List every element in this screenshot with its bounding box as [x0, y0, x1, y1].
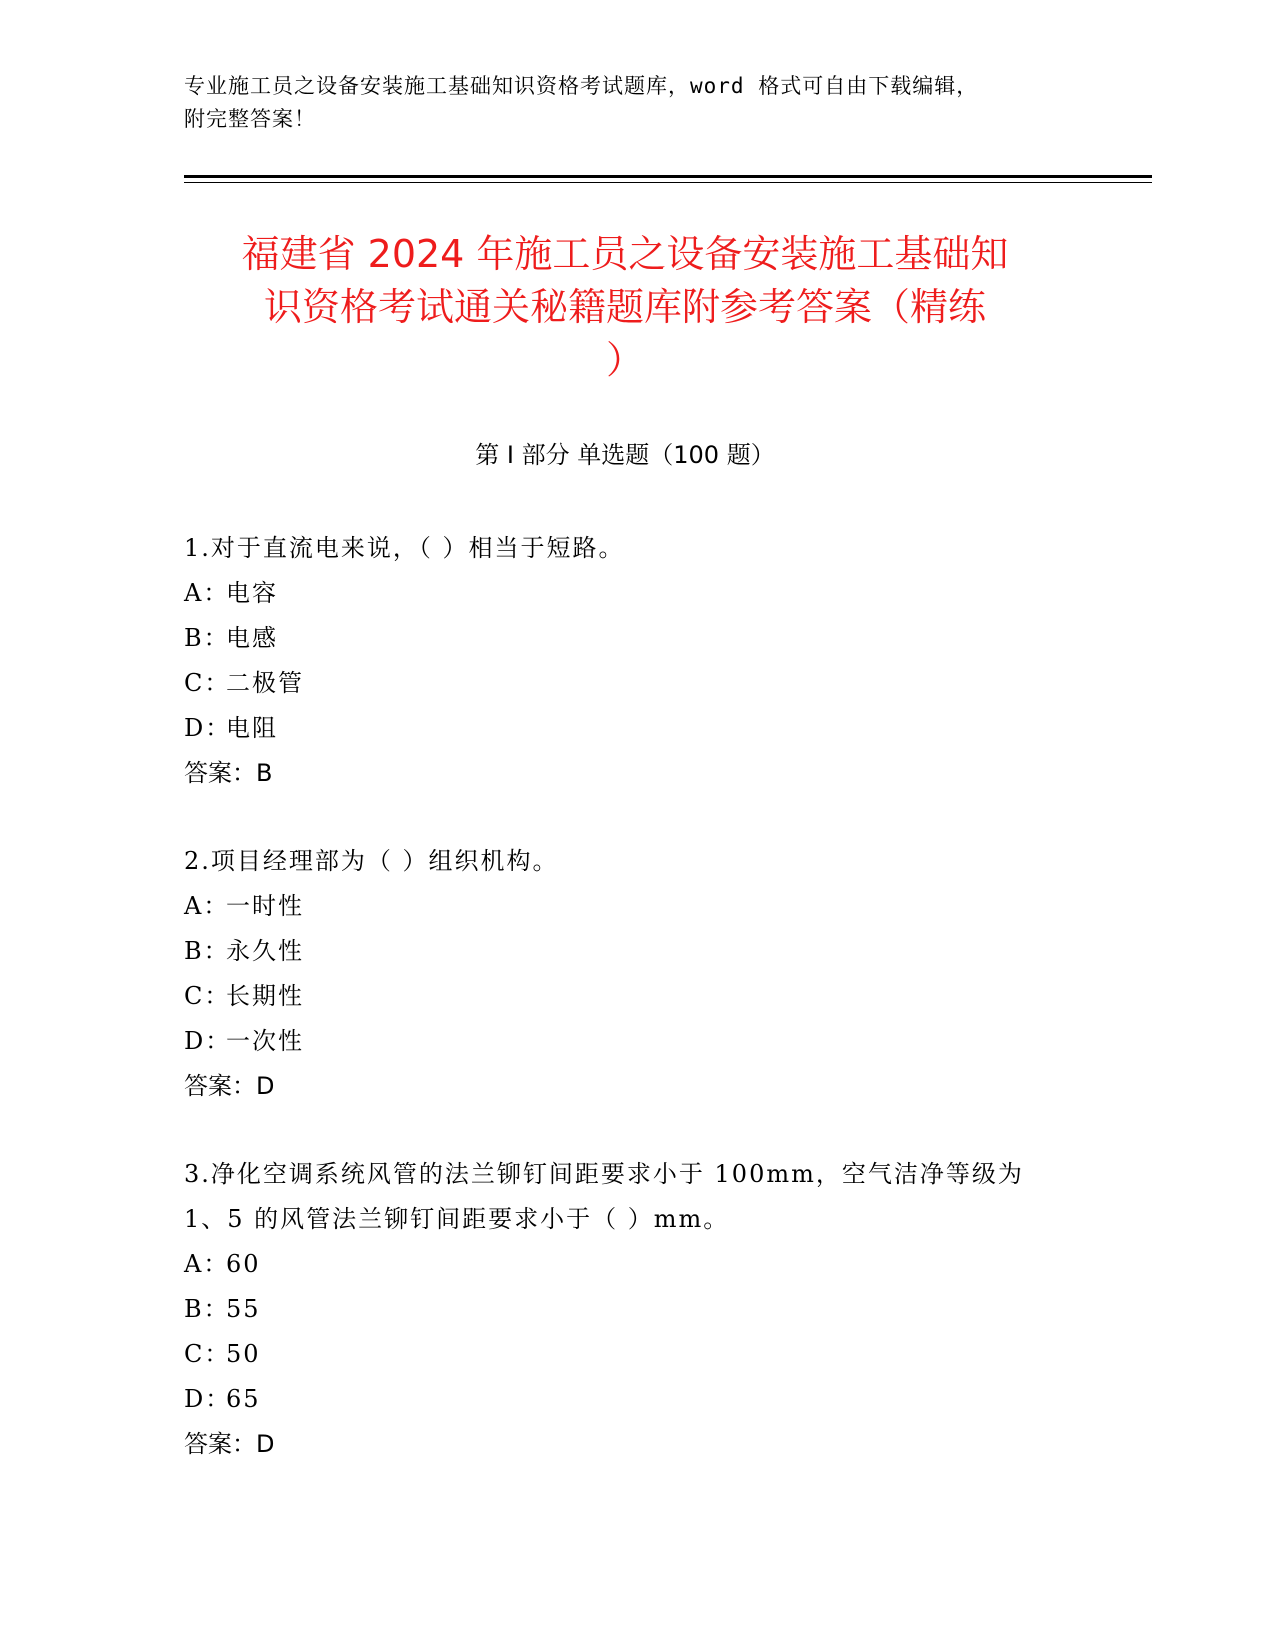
header-note-line-1: 专业施工员之设备安装施工基础知识资格考试题库，word 格式可自由下载编辑， — [184, 74, 979, 98]
option-text: 65 — [226, 1385, 261, 1413]
option-a — [184, 571, 1084, 616]
option-text: 电容 — [226, 579, 278, 607]
option-key: C： — [184, 669, 231, 697]
question-stem-line-2: 1、5 的风管法兰铆钉间距要求小于（ ）mm。 — [184, 1205, 730, 1233]
header-divider-thick — [184, 175, 1152, 178]
question-list — [184, 526, 1084, 1467]
document-title — [184, 228, 1066, 387]
header-note — [184, 70, 1074, 136]
option-key: A： — [184, 892, 230, 920]
option-key: D： — [184, 1027, 232, 1055]
option-text: 50 — [226, 1340, 261, 1368]
answer-line: 答案：D — [184, 1072, 275, 1100]
option-c — [184, 974, 1084, 1019]
question-2 — [184, 839, 1084, 1109]
option-text: 一时性 — [226, 892, 304, 920]
question-3 — [184, 1152, 1084, 1467]
document-title-line-3: ） — [605, 338, 644, 382]
question-stem: 1.对于直流电来说，（ ）相当于短路。 — [184, 534, 625, 562]
section-title: 第 I 部分 单选题（100 题） — [475, 441, 775, 469]
option-c — [184, 661, 1084, 706]
header-divider-thin — [184, 182, 1152, 183]
option-key: B： — [184, 1295, 230, 1323]
question-stem-line-1: 3.净化空调系统风管的法兰铆钉间距要求小于 100mm，空气洁净等级为 — [184, 1160, 1024, 1188]
option-text: 永久性 — [226, 937, 304, 965]
option-d — [184, 1377, 1084, 1422]
option-key: B： — [184, 937, 230, 965]
option-b — [184, 1287, 1084, 1332]
option-text: 电阻 — [226, 714, 278, 742]
question-spacer — [184, 796, 1084, 839]
answer-line: 答案：B — [184, 759, 273, 787]
option-a — [184, 884, 1084, 929]
option-key: A： — [184, 1250, 230, 1278]
option-text: 长期性 — [226, 982, 304, 1010]
option-key: C： — [184, 1340, 231, 1368]
option-a — [184, 1242, 1084, 1287]
option-text: 60 — [226, 1250, 261, 1278]
header-note-line-2: 附完整答案！ — [184, 107, 316, 131]
option-b — [184, 616, 1084, 661]
document-title-line-2: 识资格考试通关秘籍题库附参考答案（精练 — [263, 285, 986, 329]
option-text: 55 — [226, 1295, 261, 1323]
question-1 — [184, 526, 1084, 796]
option-text: 电感 — [226, 624, 278, 652]
question-stem: 2.项目经理部为（ ）组织机构。 — [184, 847, 559, 875]
option-text: 二极管 — [226, 669, 304, 697]
answer-line: 答案：D — [184, 1430, 275, 1458]
option-key: B： — [184, 624, 230, 652]
option-c — [184, 1332, 1084, 1377]
option-key: D： — [184, 1385, 232, 1413]
option-text: 一次性 — [226, 1027, 304, 1055]
option-d — [184, 706, 1084, 751]
question-spacer — [184, 1109, 1084, 1152]
option-key: D： — [184, 714, 232, 742]
option-key: A： — [184, 579, 230, 607]
document-title-line-1: 福建省 2024 年施工员之设备安装施工基础知 — [241, 232, 1009, 276]
option-d — [184, 1019, 1084, 1064]
option-key: C： — [184, 982, 231, 1010]
option-b — [184, 929, 1084, 974]
